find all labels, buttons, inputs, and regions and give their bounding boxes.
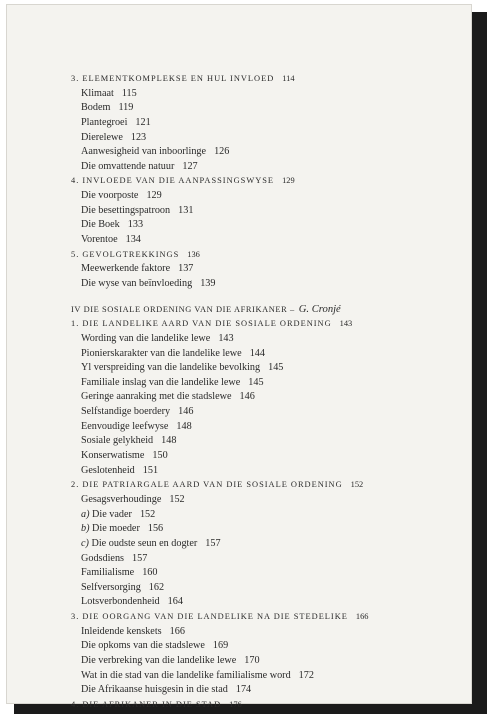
page-number: 139 [200, 277, 216, 289]
page-number: 169 [212, 640, 229, 652]
page-number: 166 [355, 612, 369, 622]
entry-label: Wording van die landelike lewe [81, 332, 211, 344]
toc-heading [71, 317, 471, 332]
page-number: 145 [268, 362, 284, 374]
table-of-contents [71, 72, 471, 713]
entry-label: Gesagsverhoudinge [81, 493, 162, 505]
entry-label: Die Afrikaanse huisgesin in die stad [81, 684, 228, 696]
page-number: 129 [146, 190, 162, 202]
part-title: IV DIE SOSIALE ORDENING VAN DIE AFRIKANER – [71, 304, 295, 314]
entry-label: Konserwatisme [81, 450, 145, 462]
page-number: 127 [182, 160, 198, 172]
entry-label: Familialisme [81, 567, 135, 579]
entry-label: Die vader [92, 508, 132, 520]
toc-entry [71, 233, 471, 248]
entry-label: Geringe aanraking met die stadslewe [81, 391, 232, 403]
heading-title: 3. DIE OORGANG VAN DIE LANDELIKE NA DIE STEDELIKE [71, 612, 348, 622]
toc-subentry [71, 537, 471, 552]
entry-label: Die Boek [81, 219, 120, 231]
toc-entry [71, 654, 471, 669]
page-number: 137 [178, 263, 194, 275]
toc-entry [71, 332, 471, 347]
page-number: 146 [239, 391, 255, 403]
page-number: 156 [147, 523, 164, 535]
entry-label: Selfstandige boerdery [81, 406, 171, 418]
entry-label: Die omvattende natuur [81, 160, 175, 172]
page-number: 119 [118, 102, 134, 114]
page-number: 150 [152, 450, 168, 462]
entry-label: Sosiale gelykheid [81, 435, 154, 447]
toc-entry [71, 639, 471, 654]
page-number: 144 [249, 347, 265, 359]
entry-label: Vorentoe [81, 234, 118, 246]
heading-title: 4. DIE AFRIKANER IN DIE STAD [71, 699, 222, 709]
entry-label: Die verbreking van die landelike lewe [81, 654, 237, 666]
heading-title: 1. DIE LANDELIKE AARD VAN DIE SOSIALE ORDENING [71, 319, 332, 329]
page-number: 162 [148, 581, 165, 593]
toc-entry [71, 277, 471, 292]
page-number: 123 [130, 131, 147, 143]
entry-label: Inleidende kenskets [81, 625, 162, 637]
entry-letter: a) [81, 508, 90, 520]
page-number: 157 [132, 552, 148, 564]
toc-heading [71, 174, 471, 189]
entry-label: Bodem [81, 102, 111, 114]
toc-entry [71, 361, 471, 376]
toc-entry [71, 449, 471, 464]
entry-label: Godsdiens [81, 552, 125, 564]
entry-label: Meewerkende faktore [81, 263, 171, 275]
page-number: 115 [121, 87, 137, 99]
toc-entry [71, 131, 471, 146]
page-number: 170 [244, 654, 260, 666]
entry-letter: b) [81, 523, 90, 535]
entry-label: Geslotenheid [81, 464, 135, 476]
entry-label: Aanwesigheid van inboorlinge [81, 146, 207, 158]
page-number: 148 [161, 435, 177, 447]
entry-label: Die wyse van beïnvloeding [81, 277, 193, 289]
page-number: 172 [298, 669, 314, 681]
part-author: G. Cronjé [298, 303, 341, 315]
toc-entry [71, 218, 471, 233]
entry-label: Die voorposte [81, 190, 139, 202]
entry-label: Pionierskarakter van die landelike lewe [81, 347, 242, 359]
toc-heading [71, 248, 471, 263]
toc-entry [71, 204, 471, 219]
page-number: 152 [139, 508, 156, 520]
entry-label: Dierelewe [81, 131, 123, 143]
toc-entry [71, 493, 471, 508]
entry-label: Wat in die stad van die landelike familialisme word [81, 669, 291, 681]
toc-entry [71, 625, 471, 640]
heading-title: 3. ELEMENTKOMPLEKSE EN HUL INVLOED [71, 74, 275, 83]
page-number: 176 [229, 699, 242, 709]
entry-label: Die oudste seun en dogter [91, 537, 198, 549]
entry-label: Plantegroei [81, 116, 128, 128]
page-number: 126 [214, 146, 230, 158]
entry-label: Eenvoudige leefwyse [81, 420, 169, 432]
heading-title: 4. INVLOEDE VAN DIE AANPASSINGSWYSE [71, 176, 275, 186]
toc-entry [71, 189, 471, 204]
toc-heading [71, 698, 471, 713]
book-page [6, 4, 472, 709]
page-number: 146 [178, 406, 194, 418]
page-number: 157 [205, 537, 221, 549]
page-number: 114 [282, 74, 295, 83]
page-number: 148 [176, 420, 192, 432]
toc-entry [71, 145, 471, 160]
toc-entry [71, 669, 471, 684]
page-number: 151 [142, 464, 159, 476]
page-number: 143 [218, 332, 234, 344]
entry-label: Yl verspreiding van die landelike bevolking [81, 362, 261, 374]
toc-heading [71, 478, 471, 493]
toc-entry [71, 566, 471, 581]
entry-label: Die opkoms van die stadslewe [81, 640, 205, 652]
toc-entry [71, 376, 471, 391]
page-number: 133 [127, 219, 144, 231]
toc-heading [71, 610, 471, 625]
page-number: 166 [169, 625, 185, 637]
toc-heading [71, 72, 471, 87]
page-number: 152 [169, 493, 185, 505]
page-number: 136 [187, 249, 200, 259]
heading-title: 5. GEVOLGTREKKINGS [71, 249, 180, 259]
entry-label: Familiale inslag van die landelike lewe [81, 376, 241, 388]
toc-entry [71, 87, 471, 102]
toc-entry [71, 683, 471, 698]
toc-entry [71, 262, 471, 277]
toc-entry [71, 420, 471, 435]
page-number: 131 [178, 204, 194, 216]
page-number: 145 [248, 376, 264, 388]
page-number: 134 [125, 234, 141, 246]
toc-entry [71, 464, 471, 479]
toc-subentry [71, 508, 471, 523]
toc-entry [71, 581, 471, 596]
toc-entry [71, 595, 471, 610]
toc-entry [71, 552, 471, 567]
toc-entry [71, 116, 471, 131]
entry-label: Klimaat [81, 87, 114, 99]
spacer [71, 292, 471, 303]
page-number: 160 [142, 567, 158, 579]
toc-entry [71, 347, 471, 362]
page-number: 121 [135, 116, 151, 128]
page-number: 143 [339, 319, 353, 329]
page-number: 129 [282, 176, 295, 186]
entry-letter: c) [81, 537, 89, 549]
page-number: 164 [167, 596, 183, 608]
entry-label: Die moeder [92, 523, 140, 535]
heading-title: 2. DIE PATRIARGALE AARD VAN DIE SOSIALE ORDENING [71, 480, 343, 490]
toc-subentry [71, 522, 471, 537]
entry-label: Lotsverbondenheid [81, 596, 160, 608]
page-number: 174 [235, 684, 252, 696]
part-heading [71, 303, 471, 318]
entry-label: Die besettingspatroon [81, 204, 171, 216]
toc-entry [71, 390, 471, 405]
toc-entry [71, 405, 471, 420]
toc-entry [71, 160, 471, 175]
toc-entry [71, 101, 471, 116]
page-number: 152 [350, 480, 364, 490]
toc-entry [71, 434, 471, 449]
entry-label: Selfversorging [81, 581, 141, 593]
